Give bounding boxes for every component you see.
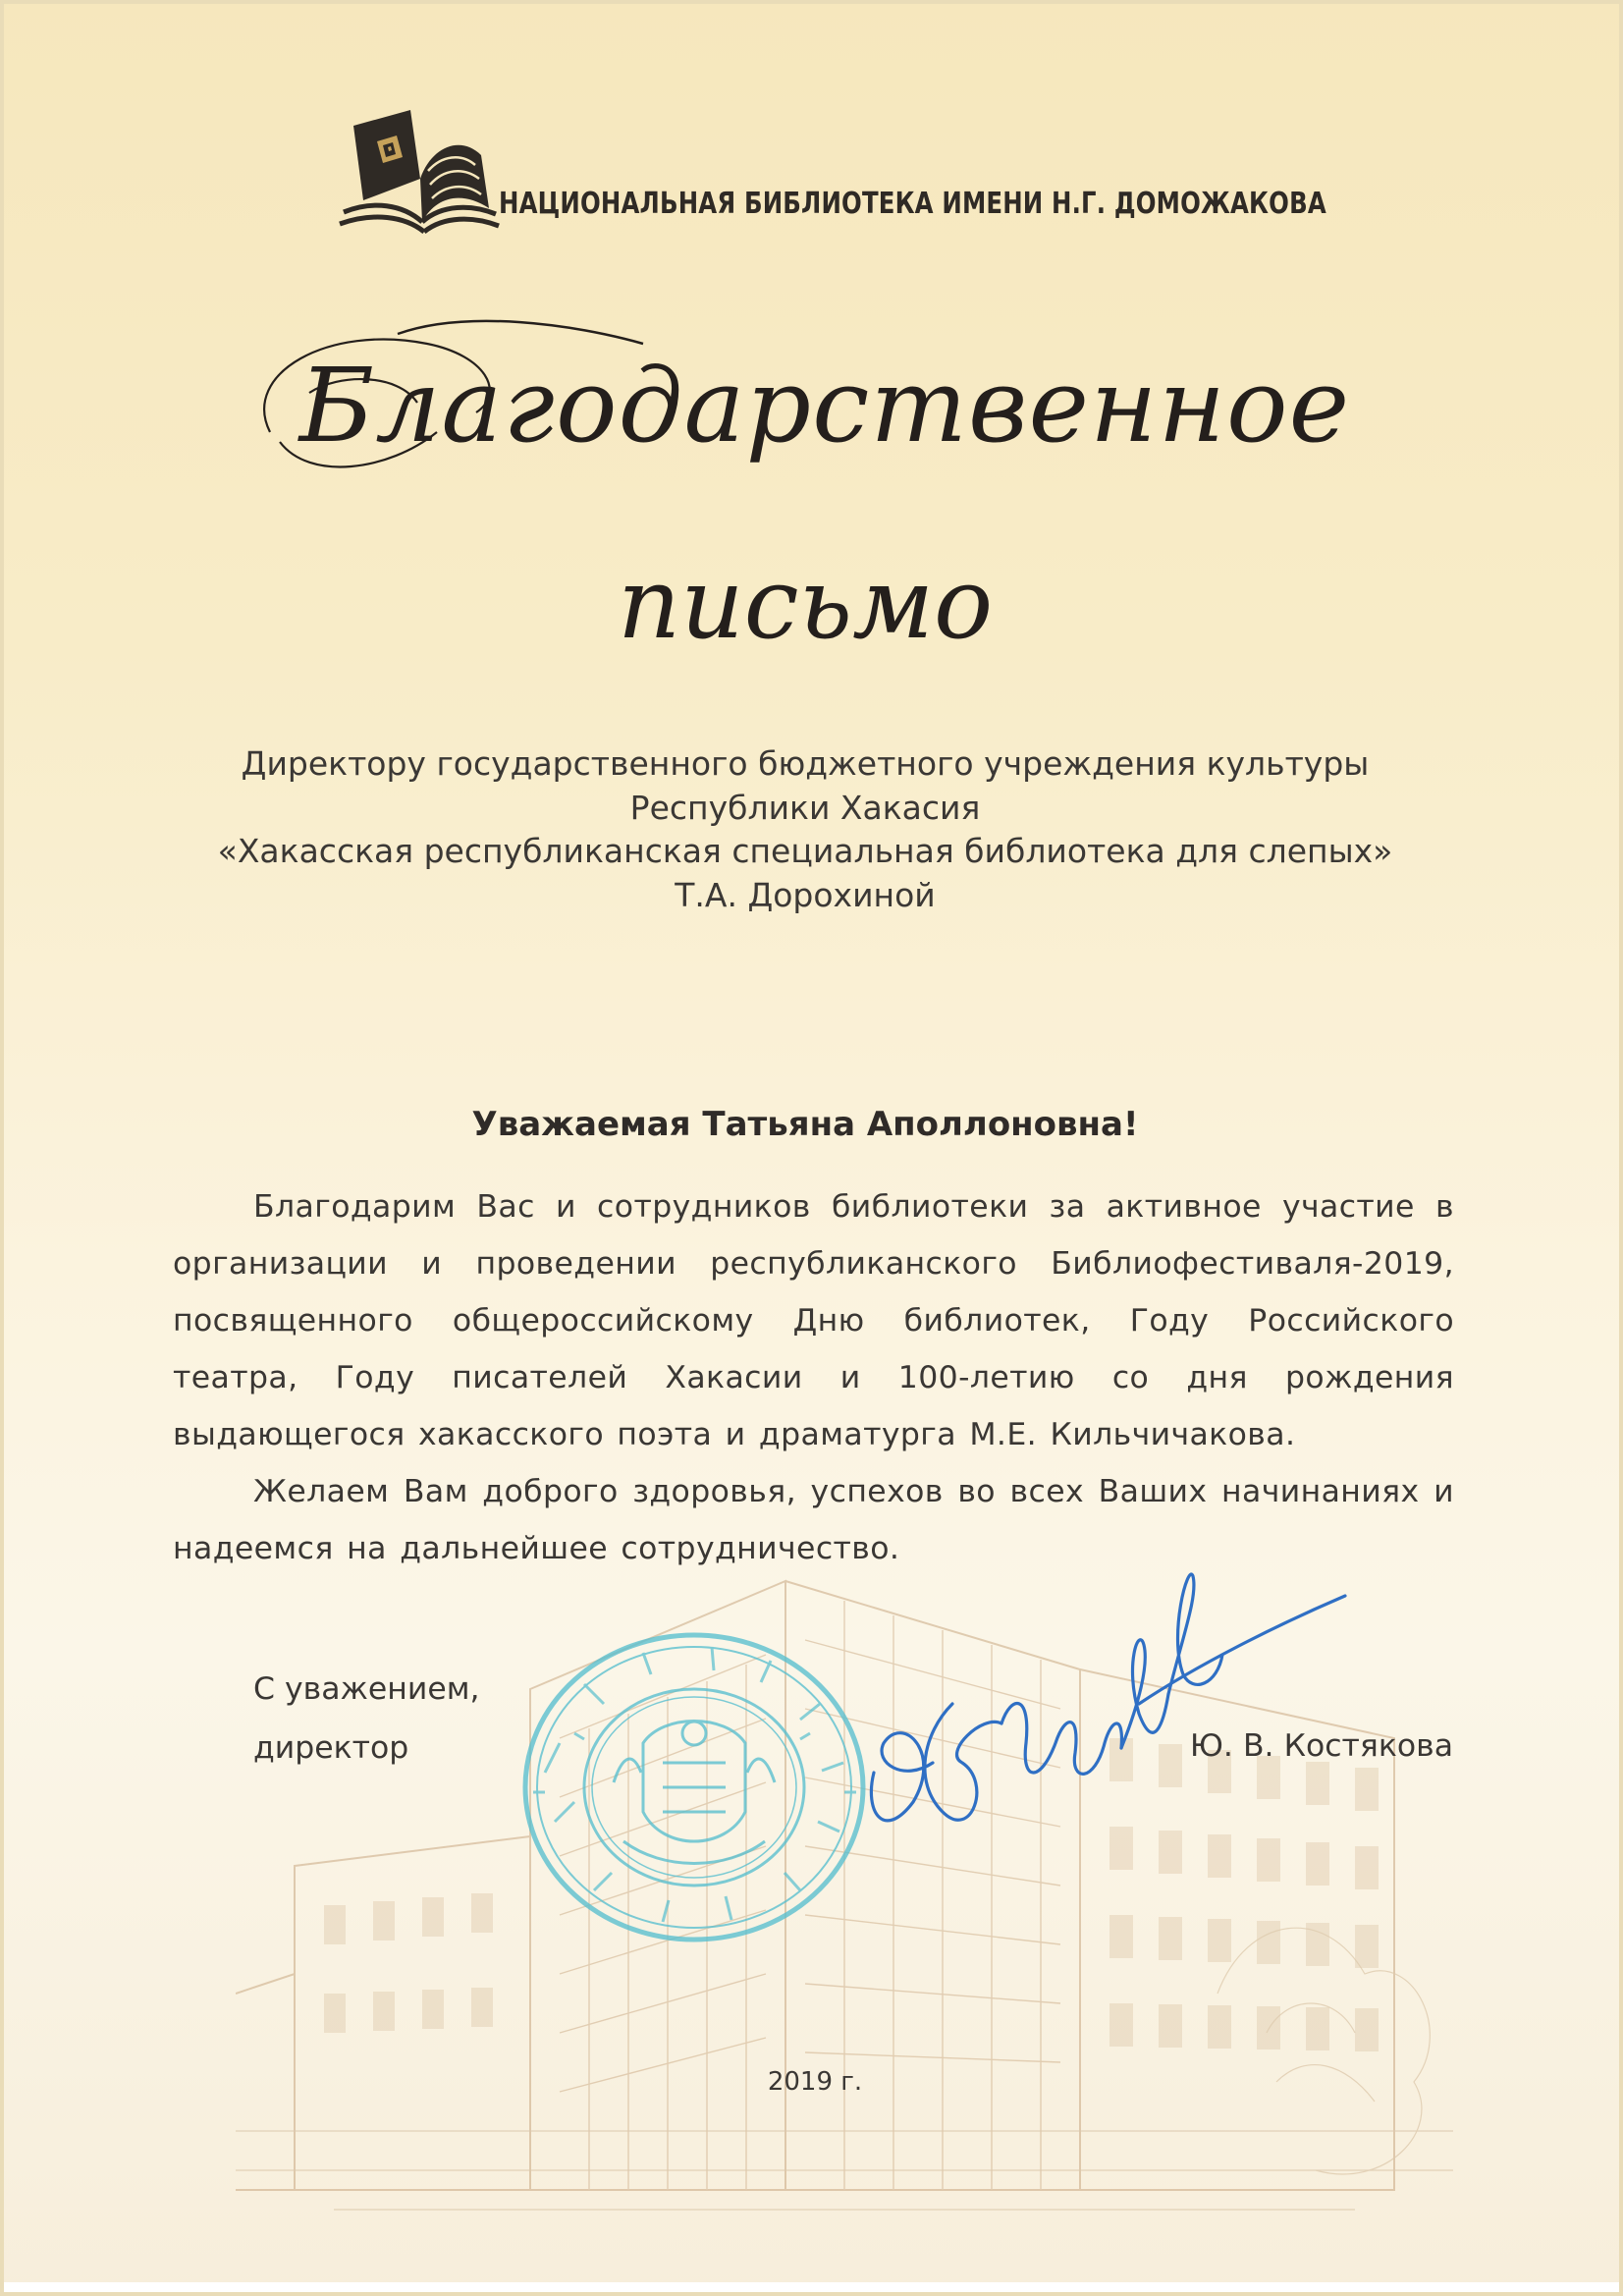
signer-name: Ю. В. Костякова <box>1189 1728 1453 1764</box>
document-title-second-line: письмо <box>617 546 994 661</box>
handwritten-signature <box>844 1557 1355 1851</box>
body-paragraph: Благодарим Вас и сотрудников библиотеки за активное участие в организации и проведении республиканского Библиофестиваля-2019, посвященного общероссийскому Дню библиотек, Году Российского театра, Году писателей Хакасии и 100-летию со дня рождения выдающегося хакасского поэта и драматурга М.Е. Кильчичакова. <box>173 1189 1454 1452</box>
official-seal-stamp <box>515 1625 874 1949</box>
closing-block <box>253 1660 548 1777</box>
addressee-line: Республики Хакасия <box>629 788 981 827</box>
addressee-name: Т.А. Дорохиной <box>675 875 936 914</box>
closing-regards: С уважением, <box>253 1671 480 1707</box>
letter-body <box>173 1178 1454 1577</box>
document-title: Благодарственное <box>298 346 1351 465</box>
addressee-block <box>167 742 1443 917</box>
organization-name: НАЦИОНАЛЬНАЯ БИБЛИОТЕКА ИМЕНИ Н.Г. ДОМОЖАКОВА <box>499 187 1326 221</box>
addressee-line: «Хакасская республиканская специальная библиотека для слепых» <box>217 832 1393 870</box>
body-paragraph: Желаем Вам доброго здоровья, успехов во всех Ваших начинаниях и надеемся на дальнейшее сотрудничество. <box>173 1474 1454 1566</box>
open-book-ornament-icon <box>334 106 501 234</box>
document-date: 2019 г. <box>767 2067 863 2097</box>
addressee-line: Директору государственного бюджетного учреждения культуры <box>241 744 1370 783</box>
salutation: Уважаемая Татьяна Аполлоновна! <box>471 1105 1139 1144</box>
signer-position: директор <box>253 1730 409 1766</box>
